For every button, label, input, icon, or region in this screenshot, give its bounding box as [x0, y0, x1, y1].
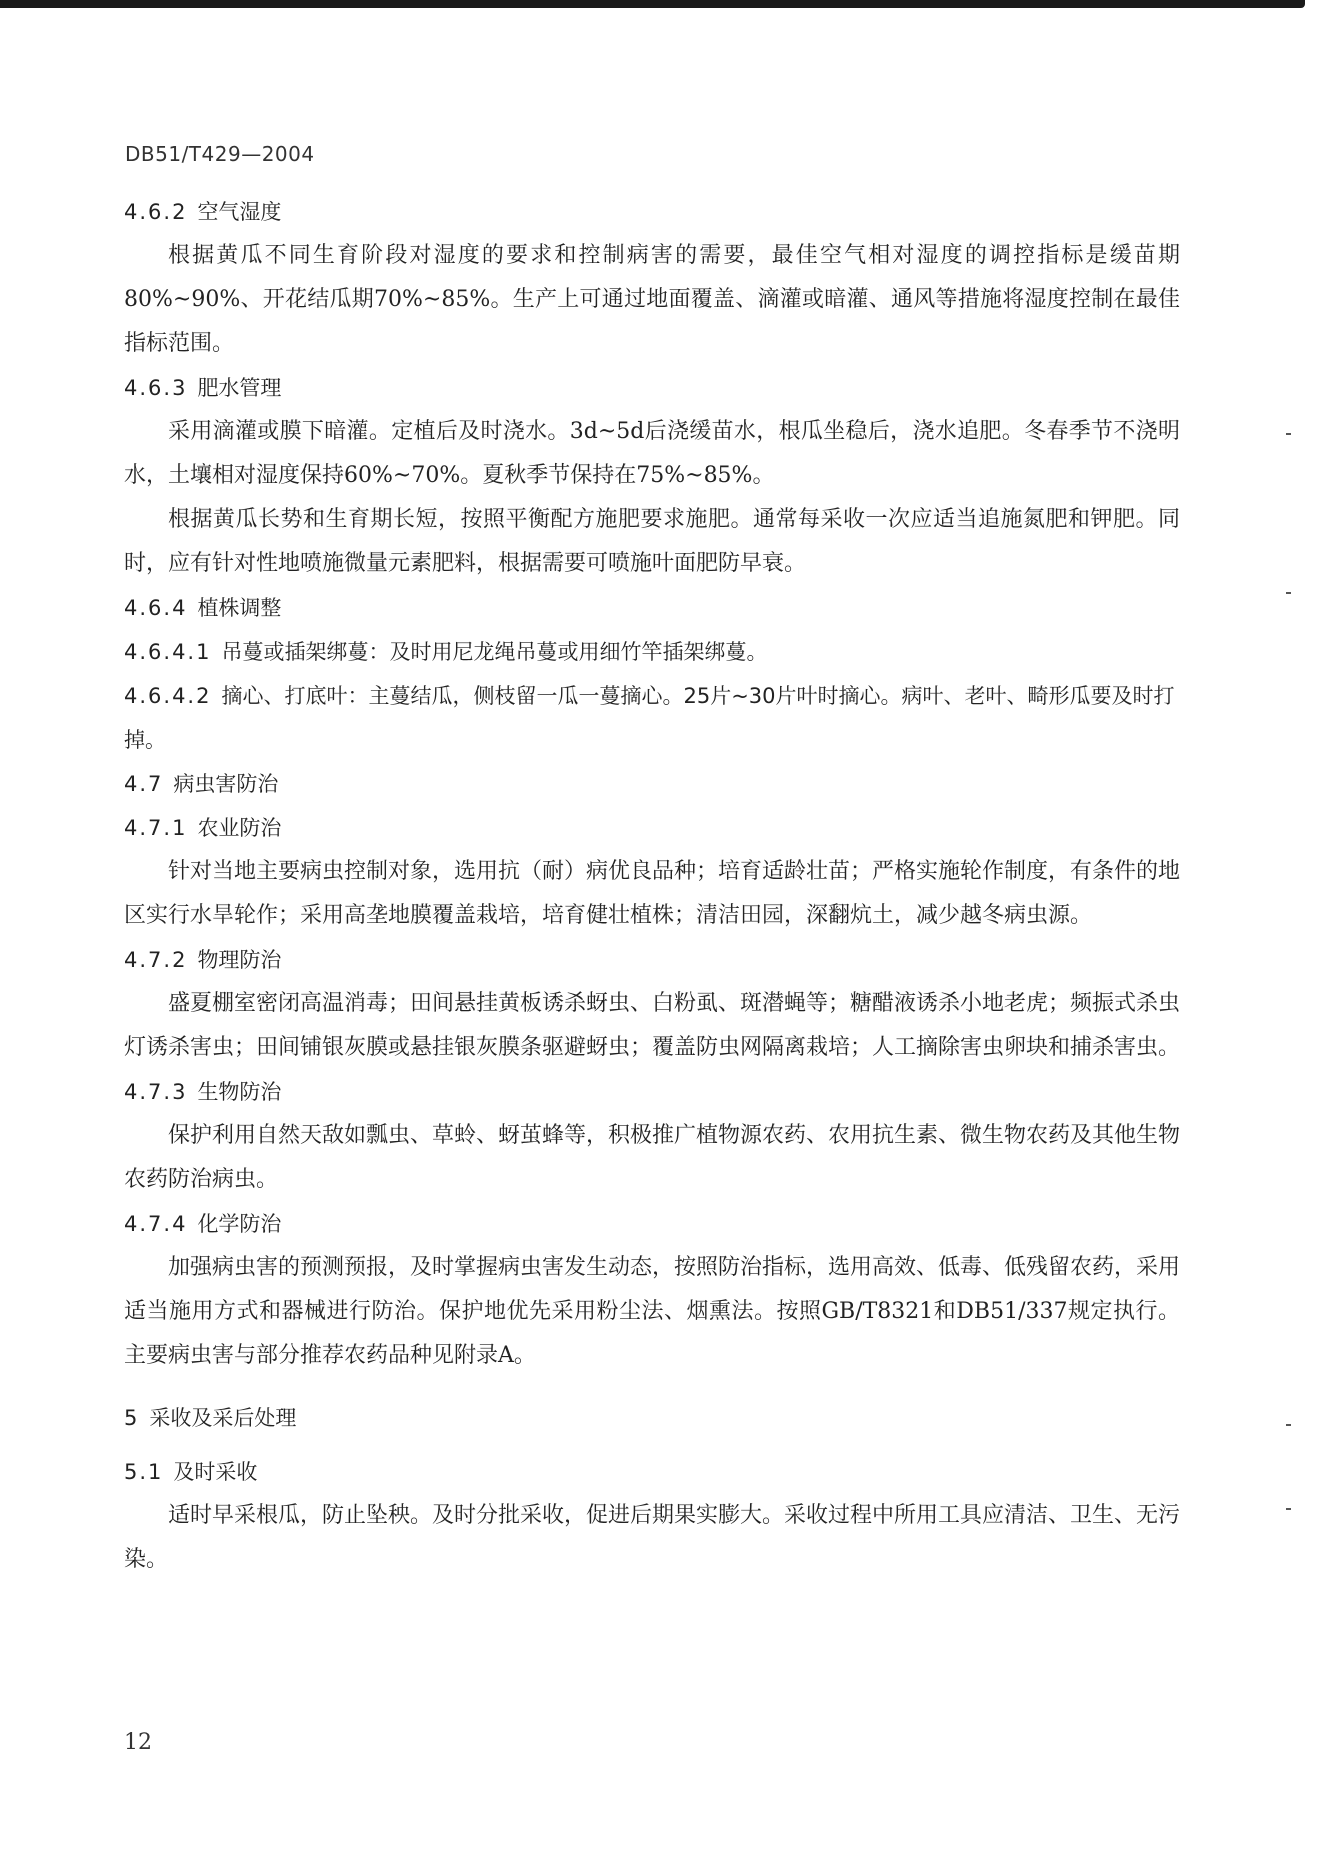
paragraph-air-humidity: 根据黄瓜不同生育阶段对湿度的要求和控制病害的需要，最佳空气相对湿度的调控指标是缓苗期80%~90%、开花结瓜期70%~85%。生产上可通过地面覆盖、滴灌或暗灌、通风等措施将湿度控制在最佳指标范围。 [124, 243, 1180, 356]
heading-4-7-4: 4.7.4 化学防治 [124, 1212, 282, 1236]
item-4-6-4-1: 4.6.4.1 吊蔓或插架绑蔓：及时用尼龙绳吊蔓或用细竹竿插架绑蔓。 [124, 640, 768, 664]
paragraph-fertilization: 根据黄瓜长势和生育期长短，按照平衡配方施肥要求施肥。通常每采收一次应适当追施氮肥和钾肥。同时，应有针对性地喷施微量元素肥料，根据需要可喷施叶面肥防早衰。 [124, 507, 1180, 576]
scan-speck [1286, 592, 1291, 594]
paragraph-physical-control: 盛夏棚室密闭高温消毒；田间悬挂黄板诱杀蚜虫、白粉虱、斑潜蝇等；糖醋液诱杀小地老虎；频振式杀虫灯诱杀害虫；田间铺银灰膜或悬挂银灰膜条驱避蚜虫；覆盖防虫网隔离栽培；人工摘除害虫卵块和捕杀害虫。 [124, 991, 1181, 1060]
heading-4-7-2: 4.7.2 物理防治 [124, 948, 282, 972]
heading-5: 5 采收及采后处理 [124, 1406, 297, 1430]
paragraph-chemical-control: 加强病虫害的预测预报，及时掌握病虫害发生动态，按照防治指标，选用高效、低毒、低残留农药，采用适当施用方式和器械进行防治。保护地优先采用粉尘法、烟熏法。按照GB/T8321和DB51/337规定执行。主要病虫害与部分推荐农药品种见附录A。 [124, 1255, 1181, 1368]
top-border-rule [0, 0, 1305, 8]
document-code: DB51/T429—2004 [125, 142, 315, 166]
heading-4-7-3: 4.7.3 生物防治 [124, 1080, 282, 1104]
scan-speck [1286, 433, 1291, 435]
heading-4-7-1: 4.7.1 农业防治 [124, 816, 282, 840]
heading-4-6-2: 4.6.2 空气湿度 [124, 200, 282, 224]
page-number: 12 [124, 1730, 152, 1755]
paragraph-biological-control: 保护利用自然天敌如瓢虫、草蛉、蚜茧蜂等，积极推广植物源农药、农用抗生素、微生物农药及其他生物农药防治病虫。 [124, 1123, 1181, 1192]
item-4-6-4-2: 4.6.4.2 摘心、打底叶：主蔓结瓜，侧枝留一瓜一蔓摘心。25片~30片叶时摘心。病叶、老叶、畸形瓜要及时打掉。 [124, 684, 1175, 752]
heading-5-1: 5.1 及时采收 [124, 1460, 258, 1484]
document-body [124, 190, 1180, 1582]
heading-4-6-3: 4.6.3 肥水管理 [124, 376, 282, 400]
scan-speck [1286, 1424, 1291, 1426]
scan-speck [1286, 1508, 1291, 1510]
heading-4-6-4: 4.6.4 植株调整 [124, 596, 282, 620]
paragraph-timely-harvest: 适时早采根瓜，防止坠秧。及时分批采收，促进后期果实膨大。采收过程中所用工具应清洁、卫生、无污染。 [124, 1503, 1181, 1572]
paragraph-agricultural-control: 针对当地主要病虫控制对象，选用抗（耐）病优良品种；培育适龄壮苗；严格实施轮作制度，有条件的地区实行水旱轮作；采用高垄地膜覆盖栽培，培育健壮植株；清洁田园，深翻炕土，减少越冬病虫源。 [124, 859, 1181, 928]
paragraph-irrigation: 采用滴灌或膜下暗灌。定植后及时浇水。3d~5d后浇缓苗水，根瓜坐稳后，浇水追肥。冬春季节不浇明水，土壤相对湿度保持60%~70%。夏秋季节保持在75%~85%。 [124, 419, 1180, 488]
heading-4-7: 4.7 病虫害防治 [124, 772, 279, 796]
